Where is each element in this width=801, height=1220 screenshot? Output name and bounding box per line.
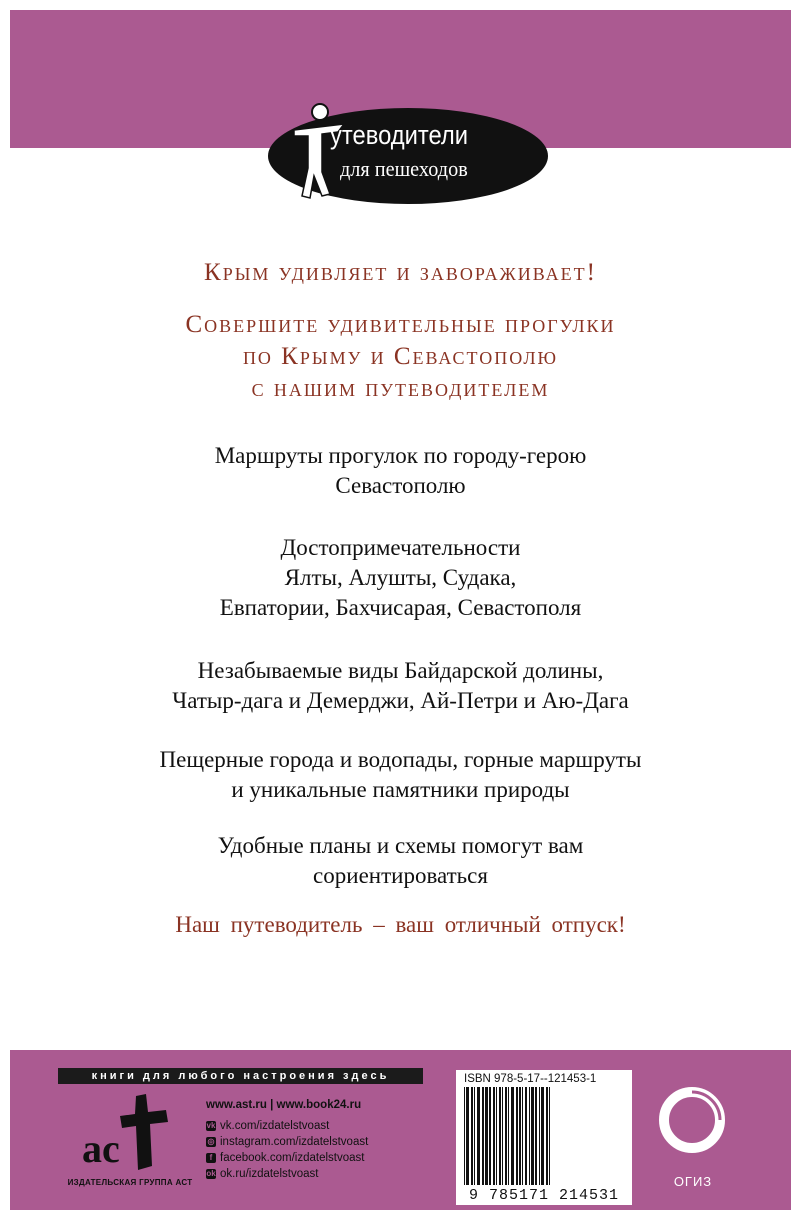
publisher-tagline: книги для любого настроения здесь <box>58 1068 423 1084</box>
social-link-odnoklassniki[interactable] <box>206 1166 368 1182</box>
vk-icon: vk <box>206 1121 216 1130</box>
paragraph-line: Достопримечательности <box>280 535 521 560</box>
headline-primary: Крым удивляет и завораживает! <box>204 259 597 286</box>
social-link-instagram[interactable] <box>206 1134 368 1150</box>
website-links[interactable]: www.ast.ru | www.book24.ru <box>206 1099 362 1111</box>
odnoklassniki-icon: ok <box>206 1169 216 1178</box>
facebook-icon: f <box>206 1153 216 1163</box>
social-link-vk[interactable] <box>206 1118 368 1134</box>
social-link-text: ok.ru/izdatelstvoast <box>220 1168 319 1180</box>
social-link-text: facebook.com/izdatelstvoast <box>220 1152 365 1164</box>
ast-logo-icon <box>78 1092 178 1174</box>
slogan: Наш путеводитель – ваш отличный отпуск! <box>175 912 626 937</box>
paragraph-line: Маршруты прогулок по городу-герою <box>214 443 587 468</box>
paragraph-line: Евпатории, Бахчисарая, Севастополя <box>219 595 582 620</box>
paragraph-line: Ялты, Алушты, Судака, <box>284 565 517 590</box>
headline-line: с нашим путеводителем <box>251 375 550 402</box>
feature-paragraph <box>10 441 791 501</box>
social-link-facebook[interactable] <box>206 1150 368 1166</box>
publisher-links <box>206 1096 368 1182</box>
ogiz-label: ОГИЗ <box>673 1174 713 1189</box>
ogiz-logo-icon <box>652 1080 732 1160</box>
book-back-cover <box>10 10 791 1210</box>
feature-paragraph <box>10 745 791 805</box>
paragraph-line: Пещерные города и водопады, горные маршруты <box>159 747 642 772</box>
paragraph-line: Незабываемые виды Байдарской долины, <box>197 658 604 683</box>
logo-ellipse-icon <box>264 102 552 206</box>
series-logo <box>264 102 552 206</box>
paragraph-line: и уникальные памятники природы <box>231 777 570 802</box>
paragraph-line: сориентироваться <box>313 863 488 888</box>
paragraph-line: Севастополю <box>335 473 466 498</box>
ast-logo <box>78 1092 178 1174</box>
paragraph-line: Удобные планы и схемы помогут вам <box>217 833 584 858</box>
footer-band <box>10 1050 791 1210</box>
social-link-text: instagram.com/izdatelstvoast <box>220 1136 369 1148</box>
feature-paragraph <box>10 533 791 623</box>
barcode-icon <box>462 1087 626 1185</box>
svg-text:ас: ас <box>82 1126 120 1171</box>
barcode-digits: 9 785171 214531 <box>468 1187 620 1204</box>
headline-line: Совершите удивительные прогулки <box>185 311 616 338</box>
headline-line: по Крыму и Севастополю <box>242 343 559 370</box>
logo-title: утеводители <box>330 120 469 150</box>
feature-paragraph <box>10 656 791 716</box>
isbn-label: ISBN 978-5-17--121453-1 <box>464 1073 597 1085</box>
instagram-icon: ◎ <box>207 1137 215 1146</box>
ast-caption: ИЗДАТЕЛЬСКАЯ ГРУППА АСТ <box>67 1178 193 1187</box>
logo-subtitle: для пешеходов <box>340 156 468 181</box>
paragraph-line: Чатыр-дага и Демерджи, Ай-Петри и Аю-Дага <box>172 688 629 713</box>
feature-paragraph <box>10 831 791 891</box>
social-link-text: vk.com/izdatelstvoast <box>220 1120 330 1132</box>
headline-secondary <box>10 309 791 405</box>
barcode-box <box>456 1070 632 1205</box>
